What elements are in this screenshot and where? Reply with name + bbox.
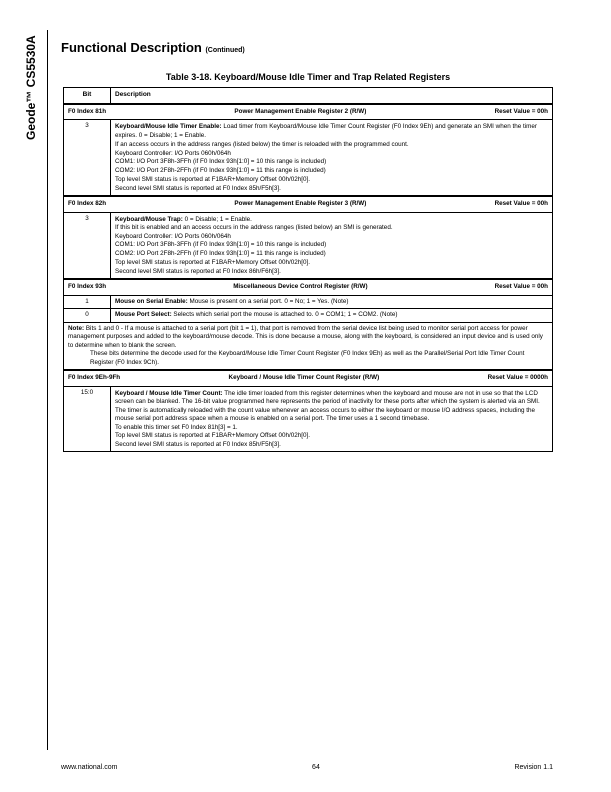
register-reset-value: Reset Value = 00h <box>494 283 548 291</box>
register-name: Power Management Enable Register 2 (R/W) <box>234 107 367 115</box>
table-row <box>64 120 553 197</box>
table-row <box>64 212 553 279</box>
register-reset-value: Reset Value = 00h <box>494 107 548 115</box>
description-line: Top level SMI status is reported at F1BAR+Memory Offset 00h/02h[0]. <box>115 176 311 184</box>
register-index: F0 Index 93h <box>68 283 107 291</box>
table-header-row <box>64 88 553 104</box>
register-index: F0 Index 9Eh-9Fh <box>68 374 121 382</box>
section-continued: (Continued) <box>205 47 245 54</box>
description-line: If an access occurs in the address ranges (listed below) the timer is reloaded with the programmed count. <box>115 141 409 149</box>
field-name: Keyboard/Mouse Idle Timer Enable: <box>115 123 222 131</box>
bit-cell: 3 <box>64 120 111 197</box>
side-divider <box>47 30 48 750</box>
description-cell <box>111 120 553 197</box>
bit-cell: 1 <box>64 295 111 309</box>
note-text: Bits 1 and 0 - If a mouse is attached to a serial port (bit 1 = 1), that port is removed from the serial device list being used to monitor serial port access for power management purposes and added to the keyboard/mouse decode. This is done because a mouse, along with the keyboard, is considered an input device and is used only to determine when to blank the screen. <box>68 324 543 349</box>
description-line: To enable this timer set F0 Index 81h[3] = 1. <box>115 423 238 431</box>
bit-cell: 0 <box>64 309 111 323</box>
description-line: Top level SMI status is reported at F1BAR+Memory Offset 00h/02h[0]. <box>115 432 311 440</box>
register-header-row <box>64 196 553 212</box>
register-name: Miscellaneous Device Control Register (R/W) <box>233 283 368 291</box>
register-name: Keyboard / Mouse Idle Timer Count Register (R/W) <box>228 374 380 382</box>
page-footer <box>61 764 553 771</box>
field-description: Mouse is present on a serial port. 0 = No; 1 = Yes. (Note) <box>187 297 349 305</box>
description-line: Keyboard Controller: I/O Ports 060h/064h <box>115 232 231 240</box>
field-name: Mouse Port Select: <box>115 311 172 319</box>
register-reset-value: Reset Value = 0000h <box>487 374 548 382</box>
field-name: Mouse on Serial Enable: <box>115 297 188 305</box>
field-description: Selects which serial port the mouse is attached to. 0 = COM1; 1 = COM2. (Note) <box>171 311 398 319</box>
description-line: Second level SMI status is reported at F0 Index 86h/F6h[3]. <box>115 267 281 275</box>
description-line: COM2: I/O Port 2F8h-2FFh (if F0 Index 93h[1:0] = 11 this range is included) <box>115 166 326 174</box>
bit-cell: 3 <box>64 212 111 279</box>
description-line: COM1: I/O Port 3F8h-3FFh (if F0 Index 93h[1:0] = 10 this range is included) <box>115 241 327 249</box>
description-line: Second level SMI status is reported at F0 Index 85h/F5h[3]. <box>115 440 281 448</box>
section-title-text: Functional Description <box>61 40 202 55</box>
register-header-row <box>64 370 553 386</box>
register-table <box>63 87 553 452</box>
table-row <box>64 386 553 452</box>
register-reset-value: Reset Value = 00h <box>494 200 548 208</box>
register-name: Power Management Enable Register 3 (R/W) <box>234 200 367 208</box>
register-index: F0 Index 82h <box>68 200 107 208</box>
column-header-description: Description <box>111 88 553 104</box>
description-line: COM2: I/O Port 2F8h-2FFh (if F0 Index 93h[1:0] = 11 this range is included) <box>115 249 326 257</box>
field-description: The idle timer loaded from this register determines when the keyboard and mouse are not in use so that the LCD screen can be blanked. The 16-bit value programmed here represents the period of inactivity for these ports after which the system is alerted via an SMI. The timer is automatically reloaded with the count value whenever an access occurs to either the keyboard or mouse I/O address spaces, including the mouse serial port address space when a mouse is enabled on a serial port. The timer uses a 1 second timebase. <box>115 389 540 423</box>
note-text-secondary: These bits determine the decode used for the Keyboard/Mouse Idle Timer Count Register (F0 Index 9Eh) as well as the Parallel/Serial Port Idle Timer Count Register (F0 Index 9Ch). <box>90 350 525 366</box>
side-product-title: Geode™ CS5530A <box>24 35 38 140</box>
description-cell <box>111 386 553 452</box>
field-description: Load timer from Keyboard/Mouse Idle Timer Count Register (F0 Index 9Eh) and generate an SMI when the timer expires. 0 = Disable; 1 = Enable. <box>115 123 537 139</box>
bit-cell: 15:0 <box>64 386 111 452</box>
section-title <box>61 40 245 55</box>
register-header-row <box>64 279 553 295</box>
register-index: F0 Index 81h <box>68 107 107 115</box>
description-line: Top level SMI status is reported at F1BAR+Memory Offset 00h/02h[0]. <box>115 259 311 267</box>
field-description: 0 = Disable; 1 = Enable. <box>182 215 252 223</box>
note-cell <box>64 322 553 370</box>
column-header-bit: Bit <box>64 88 111 104</box>
description-cell <box>111 295 553 309</box>
table-caption: Table 3-18. Keyboard/Mouse Idle Timer and Trap Related Registers <box>165 72 451 82</box>
register-header-row <box>64 104 553 120</box>
revision-label: Revision 1.1 <box>514 764 553 771</box>
description-cell <box>111 309 553 323</box>
table-row <box>64 309 553 323</box>
page-number: 64 <box>312 764 320 771</box>
field-name: Keyboard/Mouse Trap: <box>115 215 183 223</box>
description-line: Keyboard Controller: I/O Ports 060h/064h <box>115 149 231 157</box>
description-line: Second level SMI status is reported at F0 Index 85h/F5h[3]. <box>115 184 281 192</box>
description-line: COM1: I/O Port 3F8h-3FFh (if F0 Index 93h[1:0] = 10 this range is included) <box>115 158 327 166</box>
description-cell <box>111 212 553 279</box>
note-label: Note: <box>68 324 85 332</box>
description-line: If this bit is enabled and an access occurs in the address ranges (listed below) an SMI is generated. <box>115 224 393 232</box>
field-name: Keyboard / Mouse Idle Timer Count: <box>115 389 223 397</box>
footer-website: www.national.com <box>61 764 118 771</box>
note-row <box>64 322 553 370</box>
table-row <box>64 295 553 309</box>
